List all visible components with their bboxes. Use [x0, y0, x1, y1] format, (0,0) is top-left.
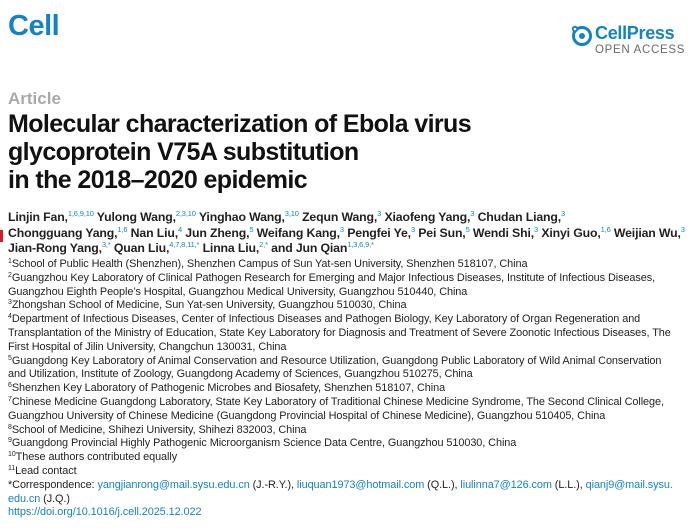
- affiliation-text: Lead contact: [15, 464, 77, 477]
- author-affiliation-superscript: 4,7,8,11,*: [169, 240, 200, 249]
- affiliation-number: 3: [8, 299, 12, 307]
- affiliation-text: (J.-R.Y.),: [249, 478, 297, 491]
- affiliation-text: (J.Q.): [40, 492, 70, 505]
- author-affiliation-superscript: 3,*: [101, 240, 111, 249]
- affiliations-block: [8, 258, 698, 520]
- affiliation-text: Department of Infectious Diseases, Center of Infectious Diseases and Pathogen Biology, Key Laboratory of Organ Regeneration and: [11, 313, 641, 326]
- email-link[interactable]: liuquan1973@hotmail.com: [296, 478, 425, 491]
- author-name: Jun Zheng,: [182, 225, 250, 240]
- affiliation-line: [8, 327, 698, 341]
- affiliation-line: [8, 355, 698, 369]
- author-affiliation-superscript: 1,6: [117, 224, 128, 234]
- affiliation-text: These authors contributed equally: [15, 451, 178, 464]
- author-name: Pengfei Ye,: [343, 225, 411, 240]
- author-affiliation-superscript: 1,6,9,10: [67, 209, 94, 218]
- author-affiliation-superscript: 5: [249, 224, 254, 234]
- author-name: Zequn Wang,: [298, 210, 378, 224]
- affiliation-text: Guangdong Key Laboratory of Animal Conservation and Resource Utilization, Guangdong Public Laboratory of Wild Animal Conservation: [11, 354, 662, 367]
- affiliation-text: (Q.L.),: [424, 478, 461, 491]
- affiliation-text: Guangzhou Key Laboratory of Clinical Pathogen Research for Emerging and Major Infectious Diseases, Institute of Infectious Diseases,: [11, 271, 656, 284]
- affiliation-line: [8, 451, 698, 465]
- article-type-label: Article: [8, 89, 61, 108]
- email-link[interactable]: yangjianrong@mail.sysu.edu.cn: [97, 478, 250, 491]
- affiliation-line: [8, 465, 698, 479]
- title-line: Molecular characterization of Ebola virus: [8, 110, 472, 138]
- affiliation-number: 9: [8, 437, 12, 445]
- affiliation-line: [8, 382, 698, 396]
- cell-journal-logo: Cell: [8, 10, 60, 42]
- affiliation-text: Guangdong Provincial Highly Pathogenic Microorganism Science Data Centre, Guangzhou 510030, China: [11, 437, 517, 450]
- author-affiliation-superscript: 3: [377, 209, 382, 218]
- affiliation-line: [8, 341, 698, 355]
- open-access-label: OPEN ACCESS: [595, 44, 686, 56]
- affiliation-line: [8, 299, 698, 313]
- affiliation-line: [8, 258, 698, 272]
- author-line: [8, 226, 698, 242]
- author-name: Pei Sun,: [414, 225, 466, 240]
- affiliation-text: *Correspondence:: [8, 478, 98, 491]
- author-affiliation-superscript: 3: [410, 224, 415, 234]
- affiliation-number: 10: [8, 451, 16, 459]
- affiliation-line: [8, 479, 698, 493]
- affiliation-number: 1: [8, 258, 12, 265]
- affiliation-number: 2: [8, 271, 12, 279]
- author-affiliation-superscript: 1,3,6,9,*: [347, 240, 374, 249]
- email-link[interactable]: liulinna7@126.com: [460, 478, 552, 491]
- affiliation-line: [8, 313, 698, 327]
- title-line: in the 2018–2020 epidemic: [8, 166, 308, 194]
- author-name: Linna Liu,: [199, 241, 260, 255]
- affiliation-line: [8, 286, 698, 300]
- cellpress-name: CellPress: [595, 23, 675, 43]
- author-line: [8, 210, 698, 226]
- red-margin-marker: [0, 230, 3, 242]
- affiliation-line: [8, 368, 698, 382]
- affiliation-line: [8, 424, 698, 438]
- affiliation-text: (L.L.),: [551, 478, 586, 491]
- affiliation-number: 4: [8, 313, 12, 321]
- author-name: Quan Liu,: [110, 241, 170, 255]
- author-name: Chudan Liang,: [474, 210, 562, 224]
- author-name: Yinghao Wang,: [195, 210, 285, 224]
- affiliation-number: 6: [8, 382, 12, 390]
- affiliation-line: [8, 493, 698, 507]
- affiliation-text: School of Public Health (Shenzhen), Shenzhen Campus of Sun Yat-sen University, Shenzhen 518107, China: [11, 258, 528, 270]
- affiliation-line: [8, 272, 698, 286]
- author-affiliation-superscript: 3: [534, 224, 539, 234]
- author-name: Xiaofeng Yang,: [381, 210, 471, 224]
- article-title: [8, 110, 628, 194]
- author-affiliation-superscript: 3: [339, 224, 344, 234]
- author-name: Nan Liu,: [127, 225, 178, 240]
- author-affiliation-superscript: 3: [470, 209, 475, 218]
- affiliation-number: 5: [8, 354, 12, 362]
- affiliation-text: Guangzhou University of Chinese Medicine (Guangdong Provincial Hospital of Chinese Medicine), Guangzhou 510405, China: [8, 409, 606, 422]
- author-name: Xinyi Guo,: [538, 225, 601, 240]
- affiliation-text: Zhongshan School of Medicine, Sun Yat-sen University, Guangzhou 510030, China: [11, 299, 407, 312]
- author-name: Linjin Fan,: [8, 210, 68, 224]
- author-affiliation-superscript: 2,3,10: [175, 209, 196, 218]
- title-line: glycoprotein V75A substitution: [8, 138, 359, 166]
- author-affiliation-superscript: 2,*: [259, 240, 268, 249]
- affiliation-text: and Utilization, Institute of Zoology, Guangdong Academy of Sciences, Guangzhou 510275, China: [8, 368, 473, 381]
- affiliation-text: Chinese Medicine Guangdong Laboratory, State Key Laboratory of Traditional Chinese Medicine Syndrome, The Second Clinical College,: [11, 395, 664, 408]
- email-link[interactable]: edu.cn: [8, 492, 41, 505]
- author-name: Jian-Rong Yang,: [8, 241, 102, 255]
- author-name: and Jun Qian: [267, 241, 348, 255]
- author-affiliation-superscript: 4: [177, 224, 183, 234]
- author-list: [8, 210, 698, 257]
- affiliation-line: [8, 506, 698, 520]
- affiliation-line: [8, 410, 698, 424]
- author-affiliation-superscript: 3: [680, 224, 685, 234]
- affiliation-text: Guangzhou Eighth People’s Hospital, Guangzhou Medical University, Guangzhou 510440, China: [8, 285, 468, 298]
- email-link[interactable]: qianj9@mail.sysu.: [585, 478, 673, 491]
- affiliation-line: [8, 437, 698, 451]
- author-line: [8, 241, 698, 257]
- author-name: Weijian Wu,: [610, 225, 681, 240]
- cellpress-logo: [570, 22, 688, 62]
- author-name: Weifang Kang,: [253, 225, 340, 240]
- affiliation-number: 7: [8, 395, 12, 403]
- author-name: Wendi Shi,: [469, 225, 535, 240]
- cellpress-icon: [570, 24, 592, 46]
- affiliation-text: School of Medicine, Shihezi University, Shihezi 832003, China: [11, 423, 307, 436]
- author-affiliation-superscript: 3: [561, 209, 566, 218]
- affiliation-number: 8: [8, 423, 12, 431]
- doi-link[interactable]: https://doi.org/10.1016/j.cell.2025.12.022: [8, 506, 202, 519]
- affiliation-text: Shenzhen Key Laboratory of Pathogenic Microbes and Biosafety, Shenzhen 518107, China: [11, 382, 446, 395]
- affiliation-number: 11: [8, 464, 16, 472]
- affiliation-text: Transplantation of the Ministry of Education, State Key Laboratory for Diagnosis and Treatment of Severe Zoonotic Infectious Diseases, The: [8, 326, 671, 339]
- author-affiliation-superscript: 1,6: [600, 224, 611, 234]
- author-affiliation-superscript: 3,10: [284, 209, 299, 218]
- affiliation-text: First Hospital of Jilin University, Changchun 130031, China: [8, 340, 287, 353]
- author-affiliation-superscript: 5: [465, 224, 470, 234]
- author-name: Chongguang Yang,: [8, 225, 118, 240]
- affiliation-line: [8, 396, 698, 410]
- author-name: Yulong Wang,: [93, 210, 176, 224]
